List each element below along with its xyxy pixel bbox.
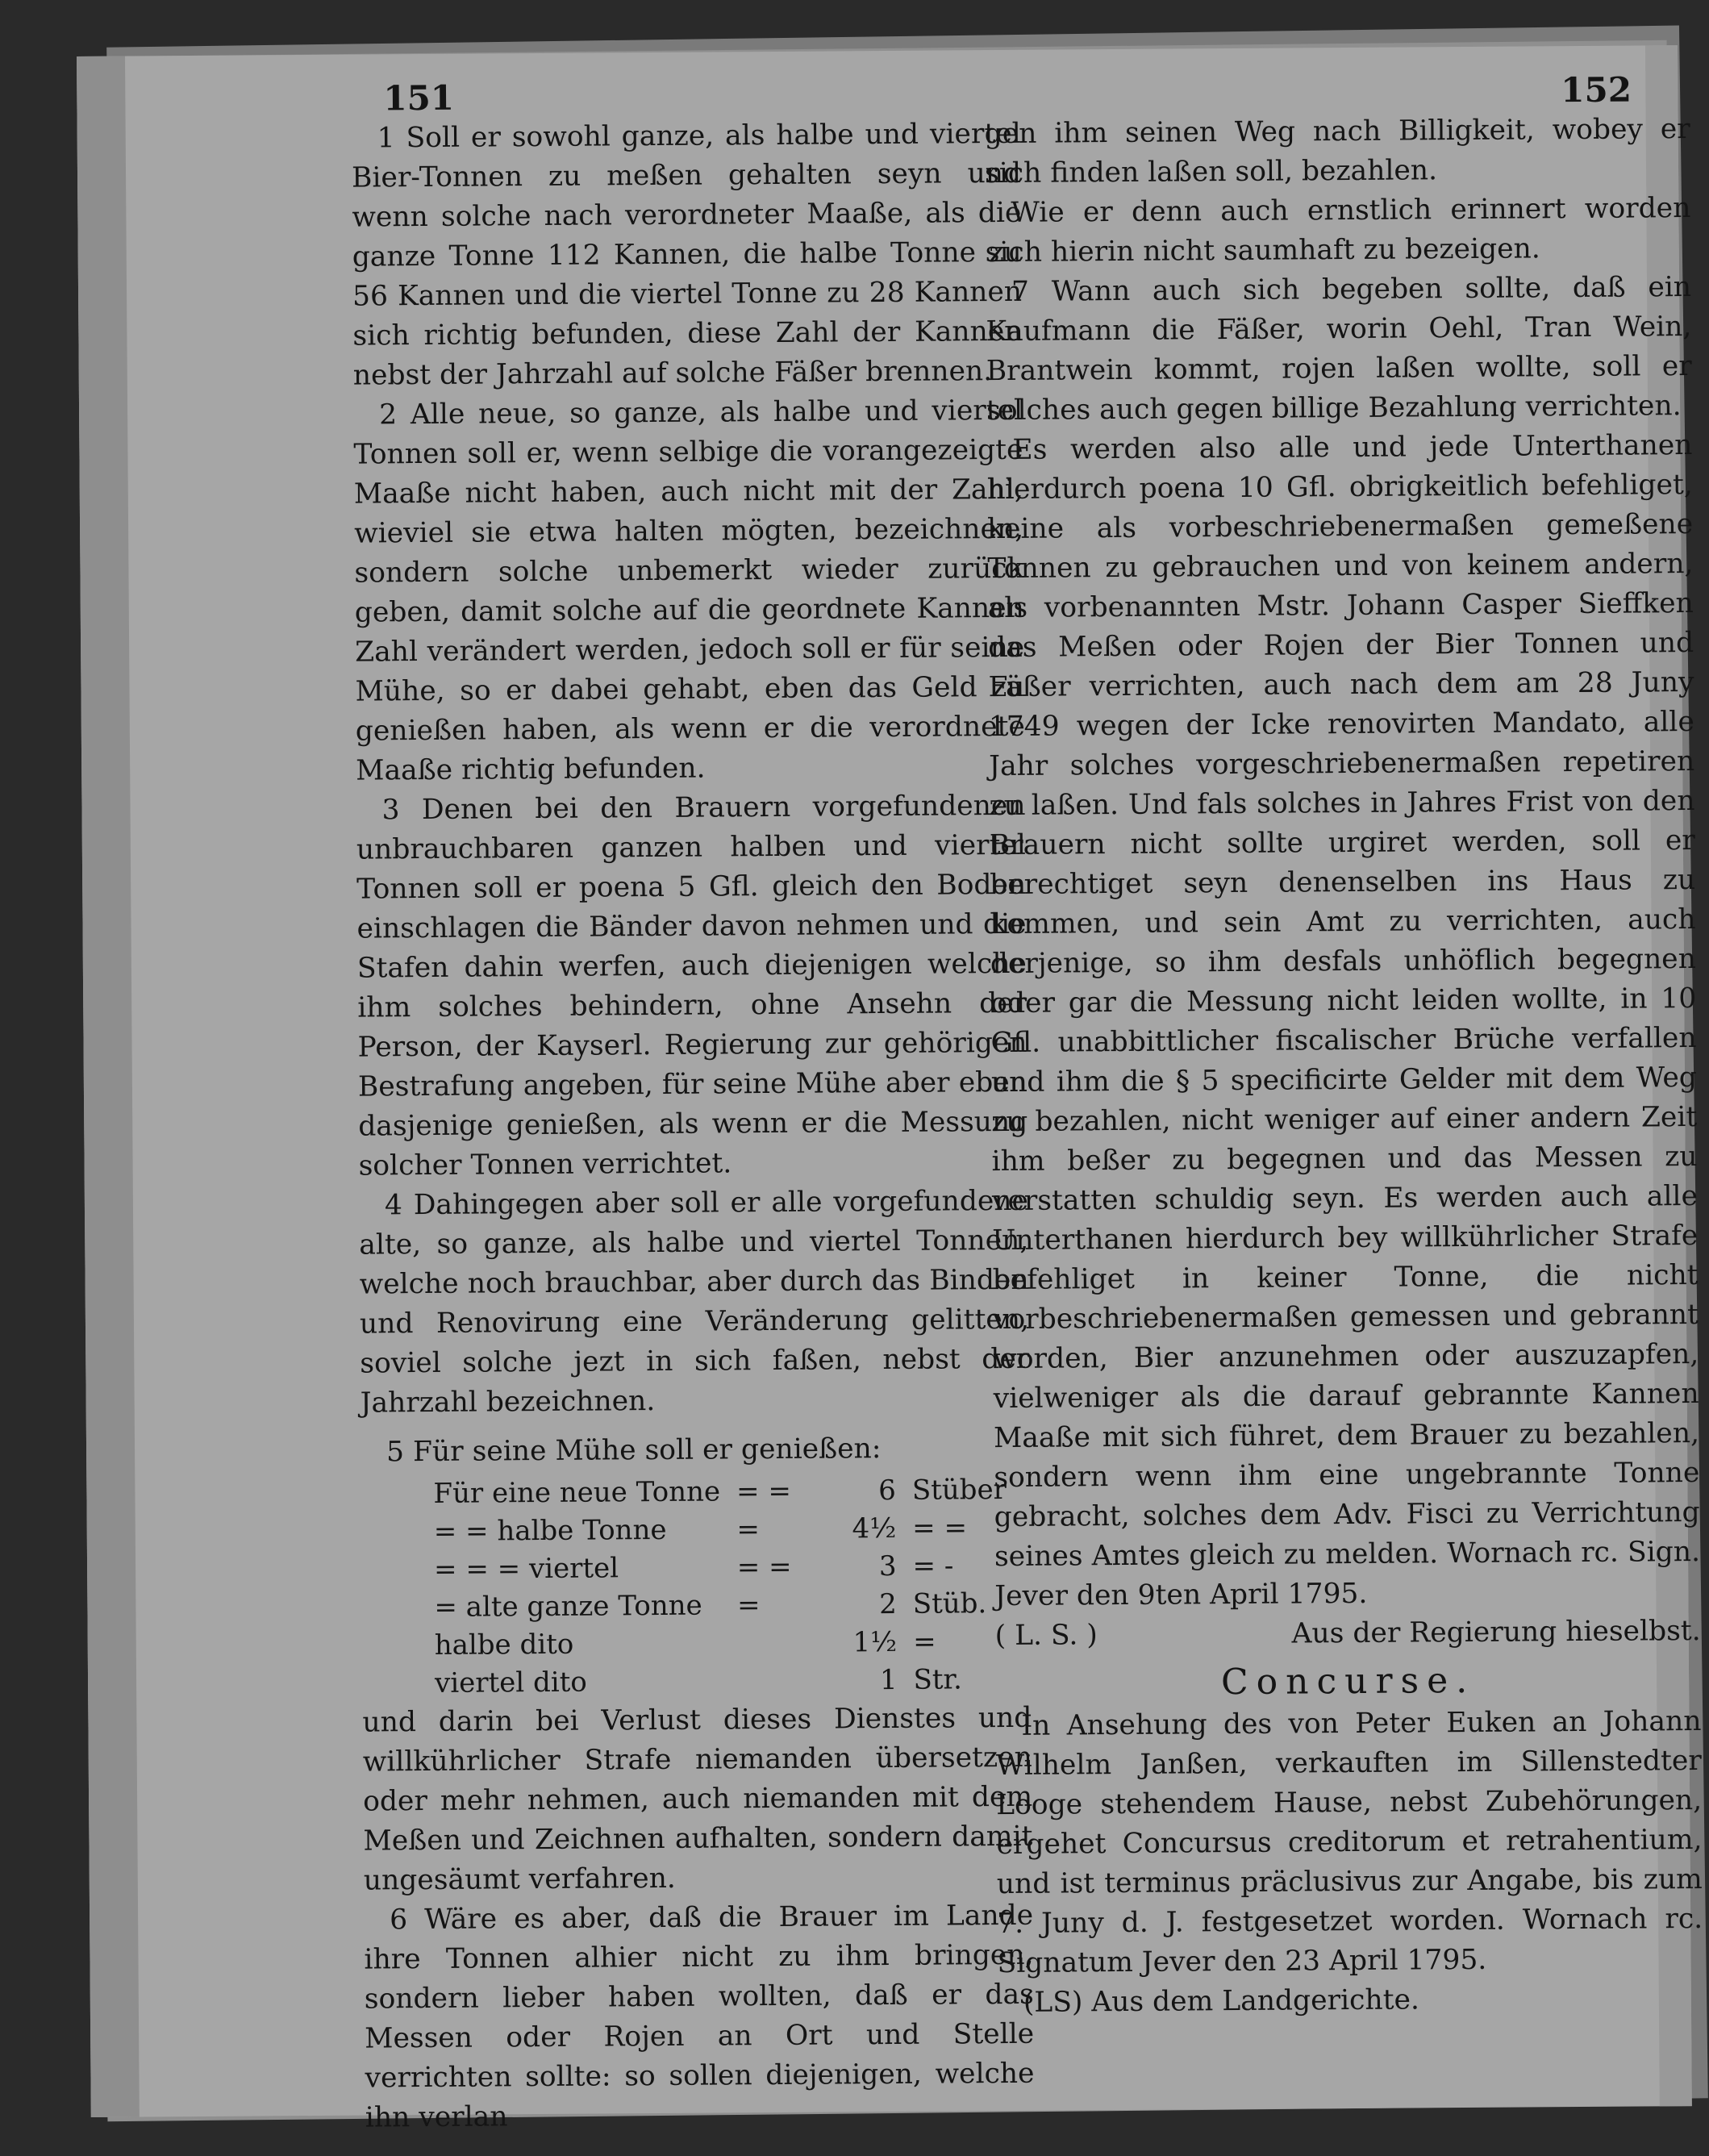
signature-line-2: (LS) Aus dem Landgerichte.: [1023, 1983, 1420, 2019]
paragraph-9: In Ansehung des von Peter Euken an Johann Wilhelm Janßen, verkauften im Sillenstedter Looge stehendem Hause, nebst Zubehörungen, ergehet Concursus creditorum et retrahentium, und ist terminus präclusivus zur Angabe, bis zum 7. Juny d. J. festgesetzet worden. Wornach rc. Signatum Jever den 23 April 1795.: [995, 1704, 1703, 1980]
fee-unit: Stüber: [911, 1473, 1007, 1507]
fee-fill: =: [736, 1589, 761, 1622]
seal-mark: ( L. S. ): [994, 1619, 1098, 1653]
paragraph-6-continued: gen ihm seinen Weg nach Billigkeit, wobey er sich finden laßen soll, bezahlen.: [984, 113, 1690, 190]
fee-amount: 1: [879, 1663, 898, 1697]
document-page: [77, 45, 1703, 2134]
fee-label: viertel dito: [434, 1666, 587, 1699]
right-column: [985, 110, 1703, 2023]
fee-amount: 2: [879, 1587, 897, 1621]
fee-fill: = =: [736, 1550, 792, 1584]
fee-amount: 3: [878, 1549, 897, 1583]
paragraph-1: 1 Soll er sowohl ganze, als halbe und viertel Bier-Tonnen zu meßen gehalten seyn und wenn solche nach verordneter Maaße, als die ganze Tonne 112 Kannen, die halbe Tonne zu 56 Kannen und die viertel Tonne zu 28 Kannen sich richtig befunden, diese Zahl der Kannen nebst der Jahrzahl auf solche Fäßer brennen.: [351, 117, 1023, 392]
fee-row: [426, 1509, 1018, 1551]
fee-unit: Str.: [913, 1663, 962, 1696]
fee-fill: = =: [736, 1474, 792, 1508]
fee-fill: [729, 1624, 800, 1663]
fee-label: = = = viertel: [433, 1552, 619, 1586]
page-number-right: 152: [1561, 69, 1632, 111]
fee-amount: 4½: [852, 1512, 897, 1545]
fee-row: [427, 1661, 1019, 1703]
fee-table: [425, 1471, 1018, 1703]
paragraph-8: Es werden also alle und jede Unterthanen hierdurch poena 10 Gfl. obrigkeitlich befehliget, keine als vorbeschriebenermaßen gemeßene Tonnen zu gebrauchen und von keinem andern, als vorbenannten Mstr. Johann Casper Sieffken das Meßen oder Rojen der Bier Tonnen und Fäßer verrichten, auch nach dem am 28 Juny 1749 wegen der Icke renovirten Mandato, alle Jahr solches vorgeschriebenermaßen repetiren zu laßen. Und fals solches in Jahres Frist von den Brauern nicht sollte urgiret werden, soll er berechtiget seyn denenselben ins Haus zu kommen, und sein Amt zu verrichten, auch derjenige, so ihm desfals unhöflich begegnen oder gar die Messung nicht leiden wollte, in 10 Gfl. unabbittlicher fiscalischer Brüche verfallen und ihm die § 5 specificirte Gelder mit dem Weg zu bezahlen, nicht weniger auf einer andern Zeit ihm beßer zu begegnen und das Messen zu verstatten schuldig seyn. Es werden auch alle Unterthanen hierdurch bey willkührlicher Strafe befehliget in keiner Tonne, die nicht vorbeschriebenermaßen gemessen und gebrannt worden, Bier anzunehmen oder auszuzapfen, vielweniger als die darauf gebrannte Kannen Maaße mit sich führet, dem Brauer zu bezahlen, sondern wenn ihm eine ungebrannte Tonne gebracht, solches dem Adv. Fisci zu Verrichtung seines Amtes gleich zu melden. Wornach rc. Sign. Jever den 9ten April 1795.: [986, 429, 1701, 1613]
page-number-left: 151: [383, 77, 455, 119]
fee-unit: =: [913, 1625, 936, 1658]
fee-row: [426, 1547, 1018, 1589]
paragraph-4: 4 Dahingegen aber soll er alle vorgefundene alte, so ganze, als halbe und viertel Tonnen, welche noch brauchbar, aber durch das Binden und Renovirung eine Veränderung gelitten, soviel solche jezt in sich faßen, nebst der Jahrzahl bezeichnen.: [359, 1184, 1030, 1420]
fee-row: [427, 1623, 1019, 1665]
fee-row: [426, 1585, 1018, 1627]
fee-row: [425, 1471, 1017, 1513]
fee-label: = = halbe Tonne: [433, 1513, 667, 1548]
fee-unit: = -: [912, 1549, 954, 1583]
paragraph-6: 6 Wäre es aber, daß die Brauer im Lande ihre Tonnen alhier nicht zu ihm bringen, sondern lieber haben wollten, daß er das Messen oder Rojen an Ort und Stelle verrichten sollte: so sollen diejenigen, welche ihn verlan: [364, 1899, 1035, 2134]
paragraph-3: 3 Denen bei den Brauern vorgefundenen unbrauchbaren ganzen halben und viertel Tonnen soll er poena 5 Gfl. gleich den Boden einschlagen die Bänder davon nehmen und die Stafen dahin werfen, auch diejenigen welche ihm solches behindern, ohne Ansehn der Person, der Kayserl. Regierung zur gehörigen Bestrafung angeben, für seine Mühe aber eben dasjenige genießen, als wenn er die Messung solcher Tonnen verrichtet.: [356, 789, 1028, 1182]
fee-amount: 1½: [852, 1625, 898, 1659]
fee-fill: [730, 1662, 801, 1701]
fee-label: Für eine neue Tonne: [433, 1475, 721, 1510]
fee-unit: Stüb.: [912, 1587, 987, 1620]
fee-fill: =: [736, 1513, 761, 1546]
fee-label: = alte ganze Tonne: [434, 1589, 702, 1624]
fee-unit: = =: [912, 1512, 968, 1545]
issuer: Aus der Regierung hieselbst.: [1291, 1614, 1701, 1650]
paragraph-5-tail: und darin bei Verlust dieses Dienstes und willkührlicher Strafe niemanden übersetzen oder mehr nehmen, auch niemanden mit dem Meßen und Zeichnen aufhalten, sondern damit ungesäumt verfahren.: [362, 1701, 1033, 1897]
section-title: Concurse.: [1220, 1659, 1476, 1704]
paragraph-2: 2 Alle neue, so ganze, als halbe und viertel Tonnen soll er, wenn selbige die vorangezeigte Maaße nicht haben, auch nicht mit der Zahl, wieviel sie etwa halten mögten, bezeichnen, sondern solche unbemerkt wieder zurück geben, damit solche auf die geordnete Kannen Zahl verändert werden, jedoch soll er für seine Mühe, so er dabei gehabt, eben das Geld zu genießen haben, als wenn er die verordnete Maaße richtig befunden.: [353, 394, 1025, 787]
fee-amount: 6: [878, 1474, 897, 1508]
fee-label: halbe dito: [434, 1628, 574, 1662]
left-column: [352, 115, 1035, 2138]
signature-line-1: [995, 1612, 1701, 1656]
binding-gutter: [77, 56, 140, 2117]
paragraph-5-heading: 5 Für seine Mühe soll er genießen:: [386, 1432, 882, 1469]
paragraph-6b: Wie er denn auch ernstlich erinnert worden sich hierin nicht saumhaft zu bezeigen.: [985, 192, 1691, 269]
paragraph-7: 7 Wann auch sich begeben sollte, daß ein Kaufmann die Fäßer, worin Oehl, Tran Wein, Brantwein kommt, rojen laßen wollte, soll er solches auch gegen billige Bezahlung verrichten.: [986, 271, 1692, 427]
